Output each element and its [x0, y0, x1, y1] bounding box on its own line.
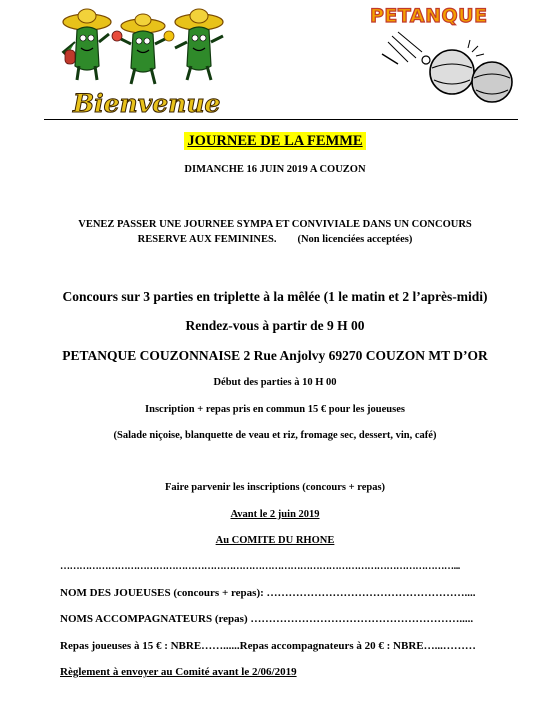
meeting-time: Rendez-vous à partir de 9 H 00 — [185, 318, 365, 333]
invite-line-2: RESERVE AUX FEMININES. (Non licenciées acceptées) — [137, 234, 413, 245]
players-names-field[interactable]: NOM DES JOUEUSES (concours + repas): ……………………………………………….... — [60, 587, 476, 599]
companions-names-field[interactable]: NOMS ACCOMPAGNATEURS (repas) …………………………………………………..... — [60, 613, 474, 625]
event-date: DIMANCHE 16 JUIN 2019 A COUZON — [184, 164, 366, 175]
committee-name: Au COMITE DU RHONE — [215, 535, 335, 546]
cactus-figure-2 — [112, 14, 174, 84]
logo-text: PETANQUE — [370, 5, 488, 27]
venue-address: PETANQUE COUZONNAISE 2 Rue Anjolvy 69270 COUZON MT D’OR — [62, 348, 488, 363]
header-divider — [44, 119, 518, 120]
cactus-figure-3 — [175, 9, 223, 80]
form-separator: ……………………………………………………………………………………………………………... — [60, 561, 460, 572]
dancing-cactus-icon — [55, 8, 230, 120]
registration-instruction: Faire parvenir les inscriptions (concours + repas) — [164, 482, 386, 493]
welcome-illustration — [55, 8, 230, 120]
meal-menu: (Salade niçoise, blanquette de veau et riz, fromage sec, dessert, vin, café) — [113, 430, 437, 441]
payment-instruction: Règlement à envoyer au Comité avant le 2/06/2019 — [60, 666, 297, 678]
petanque-balls-icon — [368, 2, 518, 114]
meals-count-field[interactable]: Repas joueuses à 15 € : NBRE……......Repas accompagnateurs à 20 € : NBRE…...……… — [60, 640, 476, 652]
contest-format: Concours sur 3 parties en triplette à la mêlée (1 le matin et 2 l’après-midi) — [62, 289, 488, 304]
event-title: JOURNEE DE LA FEMME — [0, 133, 550, 150]
welcome-text: Bienvenue — [73, 89, 221, 118]
cactus-figure-1 — [63, 9, 111, 80]
petanque-logo — [368, 2, 518, 114]
start-time: Début des parties à 10 H 00 — [213, 377, 337, 388]
registration-deadline: Avant le 2 juin 2019 — [230, 509, 320, 520]
entry-fee: Inscription + repas pris en commun 15 € pour les joueuses — [145, 404, 405, 415]
invite-line-1: VENEZ PASSER UNE JOURNEE SYMPA ET CONVIVIALE DANS UN CONCOURS — [78, 219, 472, 230]
